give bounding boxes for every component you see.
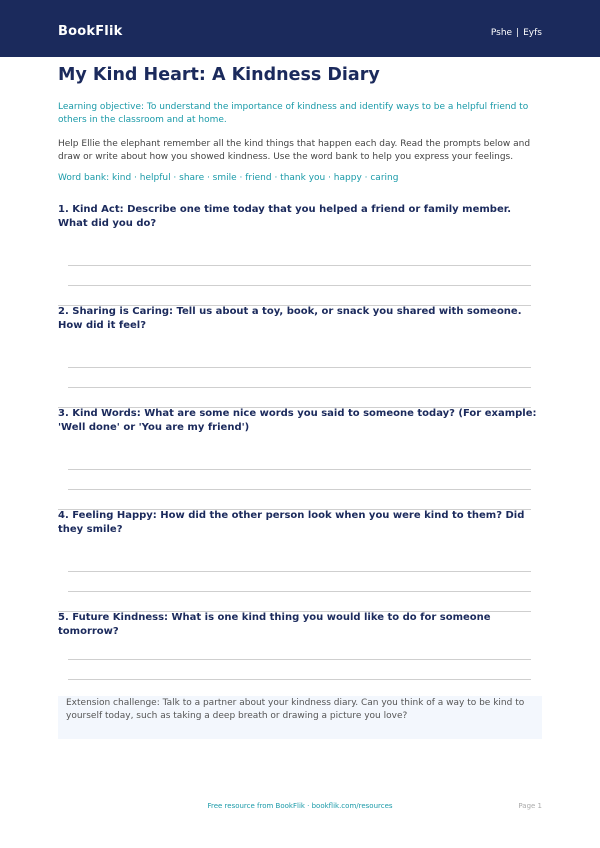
answer-line[interactable] [68,679,531,680]
answer-line[interactable] [68,285,531,286]
tag-separator: | [516,28,520,38]
word-bank: Word bank: kind · helpful · share · smile · friend · thank you · happy · caring [58,173,399,183]
extension-text: Extension challenge: Talk to a partner about your kindness diary. Can you think of a way to be kind to yourself today, such as taking a deep breath or drawing a picture you love? [66,698,525,721]
answer-line[interactable] [68,367,531,368]
brand-logo: BookFlik [58,24,123,39]
subject-tags [491,28,542,38]
learning-objective: Learning objective: To understand the importance of kindness and identify ways to be a helpful friend to others in the classroom and at home. [58,102,529,125]
answer-line[interactable] [68,387,531,388]
page-header [0,0,600,57]
answer-line[interactable] [68,591,531,592]
extension-challenge [58,696,542,739]
answer-line[interactable] [68,659,531,660]
footer-credit: Free resource from BookFlik · bookflik.com/resources [207,802,393,810]
level-tag: Eyfs [523,28,542,38]
instructions: Help Ellie the elephant remember all the kind things that happen each day. Read the prompts below and draw or write about how you showed kindness. Use the word bank to help you express your feelings. [58,139,531,162]
question-3: 3. Kind Words: What are some nice words you said to someone today? (For example: 'Well done' or 'You are my friend') [58,408,537,433]
answer-line[interactable] [68,489,531,490]
subject-tag: Pshe [490,28,513,38]
question-2: 2. Sharing is Caring: Tell us about a toy, book, or snack you shared with someone. How did it feel? [58,306,522,331]
answer-line[interactable] [68,571,531,572]
page-number: Page 1 [518,802,542,810]
question-4: 4. Feeling Happy: How did the other person look when you were kind to them? Did they smile? [58,510,525,535]
question-5: 5. Future Kindness: What is one kind thing you would like to do for someone tomorrow? [58,612,491,637]
answer-line[interactable] [68,469,531,470]
question-1: 1. Kind Act: Describe one time today that you helped a friend or family member. What did you do? [58,204,512,229]
answer-line[interactable] [68,265,531,266]
page-title: My Kind Heart: A Kindness Diary [58,65,380,85]
